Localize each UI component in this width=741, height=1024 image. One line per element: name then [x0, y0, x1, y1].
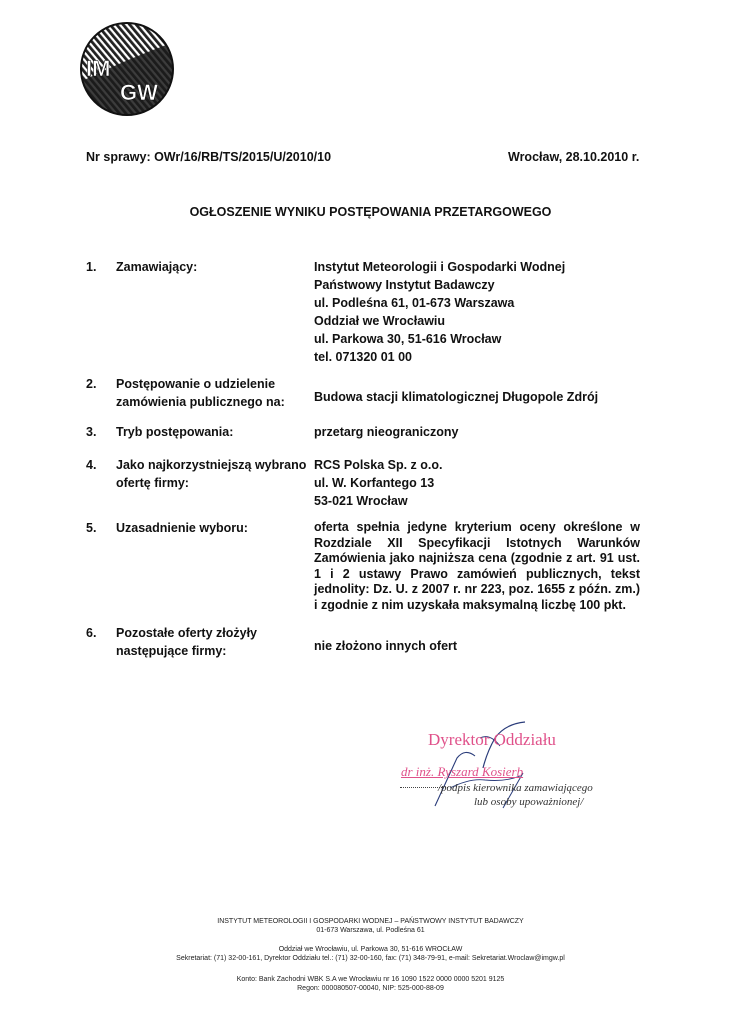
section-6-number: 6. — [86, 626, 97, 640]
section-3-label: Tryb postępowania: — [116, 425, 234, 439]
section-2-number: 2. — [86, 377, 97, 391]
imgw-logo — [80, 22, 174, 116]
section-3-number: 3. — [86, 425, 97, 439]
stamp-title: Dyrektor Oddziału — [428, 730, 556, 749]
footer-branch: Oddział we Wrocławiu, ul. Parkowa 30, 51-616 WROCŁAW Sekretariat: (71) 32-00-161, Dyrektor Oddziału tel.: (71) 32-00-160, fax: (71) 348-79-91, e-mail: Sekretariat.Wroclaw@imgw.pl — [176, 946, 565, 962]
stamp-name: dr inż. Ryszard Kosierb — [401, 764, 524, 779]
section-4-number: 4. — [86, 458, 97, 472]
case-number: Nr sprawy: OWr/16/RB/TS/2015/U/2010/10 — [86, 150, 332, 164]
document-title: OGŁOSZENIE WYNIKU POSTĘPOWANIA PRZETARGOWEGO — [189, 205, 552, 219]
section-1-label: Zamawiający: — [116, 260, 198, 274]
section-4-value: RCS Polska Sp. z o.o. ul. W. Korfantego 13 53-021 Wrocław — [314, 458, 443, 508]
section-4-label: Jako najkorzystniejszą wybrano ofertę firmy: — [116, 458, 307, 490]
section-6-label: Pozostałe oferty złożyły następujące firmy: — [116, 626, 258, 658]
section-2-label: Postępowanie o udzielenie zamówienia publicznego na: — [116, 377, 285, 409]
svg-text:IM: IM — [86, 56, 111, 81]
section-1-number: 1. — [86, 260, 97, 274]
section-1-value: Instytut Meteorologii i Gospodarki Wodnej Państwowy Instytut Badawczy ul. Podleśna 61, 01-673 Warszawa Oddział we Wrocławiu ul. Parkowa 30, 51-616 Wrocław tel. 071320 01 00 — [314, 260, 566, 364]
place-date: Wrocław, 28.10.2010 r. — [508, 150, 640, 164]
svg-text:GW: GW — [120, 80, 158, 105]
section-3-value: przetarg nieograniczony — [314, 425, 459, 439]
section-2-value: Budowa stacji klimatologicznej Długopole Zdrój — [314, 390, 599, 404]
section-5-value: oferta spełnia jedyne kryterium oceny określone w Rozdziale XII Specyfikacji Istotnych Warunków Zamówienia jako najniższa cena (zgodnie z art. 91 ust. 1 i 2 ustawy Prawo zamówień publicznych, tekst jednolity: Dz. U. z 2007 r. nr 223, poz. 1655 z późn. zm.) i zgodnie z nim uzyskała maksymalną liczbę 100 pkt. — [314, 520, 640, 612]
footer-institute: INSTYTUT METEOROLOGII I GOSPODARKI WODNEJ – PAŃSTWOWY INSTYTUT BADAWCZY 01-673 Warszawa, ul. Podleśna 61 — [217, 918, 524, 934]
signature-caption: /podpis kierownika zamawiającego lub osoby upoważnionej/ — [438, 782, 593, 808]
section-5-label: Uzasadnienie wyboru: — [116, 521, 248, 535]
section-5-number: 5. — [86, 521, 97, 535]
footer-bank: Konto: Bank Zachodni WBK S.A we Wrocławiu nr 16 1090 1522 0000 0000 5201 9125 Regon: 000080507-00040, NIP: 525-000-88-09 — [236, 976, 505, 992]
section-6-value: nie złożono innych ofert — [314, 639, 458, 653]
